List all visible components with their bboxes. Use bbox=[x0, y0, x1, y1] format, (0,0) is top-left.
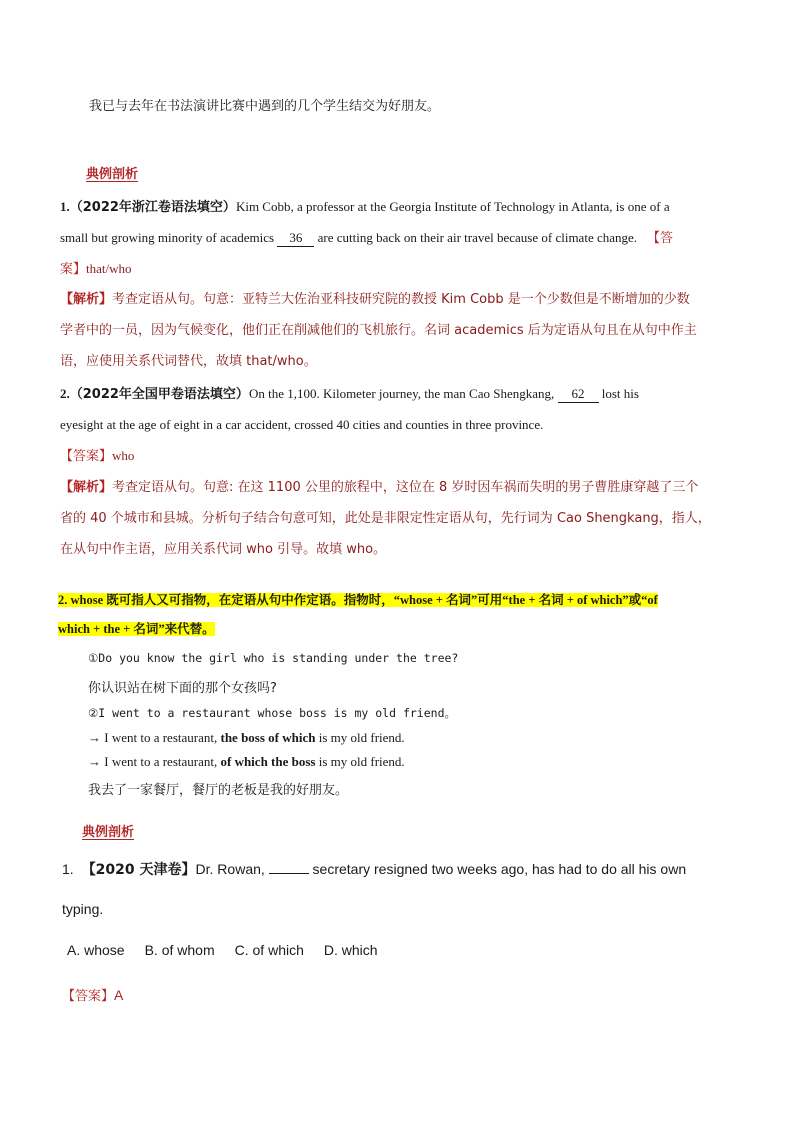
example-1-english: ①Do you know the girl who is standing under the tree? bbox=[88, 651, 459, 665]
question-2020-line-1: 1. 【2020 天津卷】Dr. Rowan, secretary resigned two weeks ago, has had to do all his own bbox=[62, 861, 687, 878]
answer-blank: 62 bbox=[558, 386, 599, 403]
example-2-english: ②I went to a restaurant whose boss is my old friend。 bbox=[88, 706, 456, 720]
section-heading-2: 典例剖析 bbox=[82, 825, 135, 840]
example-1-chinese: 你认识站在树下面的那个女孩吗? bbox=[88, 681, 277, 696]
rule-whose-line-2: which + the + 名词”来代替。 bbox=[58, 622, 215, 636]
question-source: 【2020 天津卷】 bbox=[81, 862, 196, 878]
question-2020-options bbox=[67, 942, 378, 958]
question-1-answer: 案】that/who bbox=[60, 261, 132, 277]
question-2-line-2: eyesight at the age of eight in a car accident, crossed 40 cities and counties in three province. bbox=[60, 417, 544, 432]
question-1-line-2: small but growing minority of academics 36 are cutting back on their air travel because of climate change. 【答 bbox=[60, 230, 674, 246]
question-source: （2022年全国甲卷语法填空） bbox=[69, 387, 249, 402]
intro-sentence: 我已与去年在书法演讲比赛中遇到的几个学生结交为好朋友。 bbox=[89, 99, 441, 114]
question-2-answer: 【答案】who bbox=[60, 448, 135, 464]
example-2-alt-1: → I went to a restaurant, the boss of which is my old friend. bbox=[88, 730, 405, 745]
option-a: A. whose bbox=[67, 942, 125, 958]
option-c: C. of which bbox=[234, 942, 304, 958]
question-2020-answer: 【答案】A bbox=[62, 987, 124, 1004]
question-2-analysis-2: 省的 40 个城市和县城。分析句子结合句意可知，此处是非限定性定语从句，先行词为 Cao Shengkang，指人， bbox=[60, 511, 711, 526]
option-d: D. which bbox=[323, 942, 378, 958]
example-2-chinese: 我去了一家餐厅，餐厅的老板是我的好朋友。 bbox=[88, 783, 349, 798]
section-heading-1: 典例剖析 bbox=[86, 167, 139, 182]
answer-blank bbox=[269, 873, 309, 874]
question-2020-line-2: typing. bbox=[62, 901, 104, 917]
answer-blank: 36 bbox=[277, 230, 314, 247]
question-2-line-1: 2.（2022年全国甲卷语法填空）On the 1,100. Kilometer journey, the man Cao Shengkang, 62 lost his bbox=[60, 386, 639, 402]
rule-whose-line-1: 2. whose 既可指人又可指物，在定语从句中作定语。指物时，“whose + 名词”可用“the + 名词 + of which”或“of bbox=[58, 593, 658, 607]
question-1-analysis-1: 【解析】考查定语从句。句意：亚特兰大佐治亚科技研究院的教授 Kim Cobb 是一个少数但是不断增加的少数 bbox=[60, 292, 690, 307]
option-b: B. of whom bbox=[144, 942, 215, 958]
question-2-analysis-3: 在从句中作主语，应用关系代词 who 引导。故填 who。 bbox=[60, 542, 387, 557]
question-1-analysis-3: 语，应使用关系代词替代，故填 that/who。 bbox=[60, 354, 317, 369]
question-1-line-1: 1.（2022年浙江卷语法填空）Kim Cobb, a professor at the Georgia Institute of Technology in Atlanta, is one of a bbox=[60, 199, 670, 215]
question-source: （2022年浙江卷语法填空） bbox=[69, 200, 236, 215]
example-2-alt-2: → I went to a restaurant, of which the boss is my old friend. bbox=[88, 754, 405, 769]
question-1-analysis-2: 学者中的一员，因为气候变化，他们正在削减他们的飞机旅行。名词 academics 后为定语从句且在从句中作主 bbox=[60, 323, 697, 338]
question-2-analysis-1: 【解析】考查定语从句。句意: 在这 1100 公里的旅程中，这位在 8 岁时因车祸而失明的男子曹胜康穿越了三个 bbox=[60, 480, 699, 495]
